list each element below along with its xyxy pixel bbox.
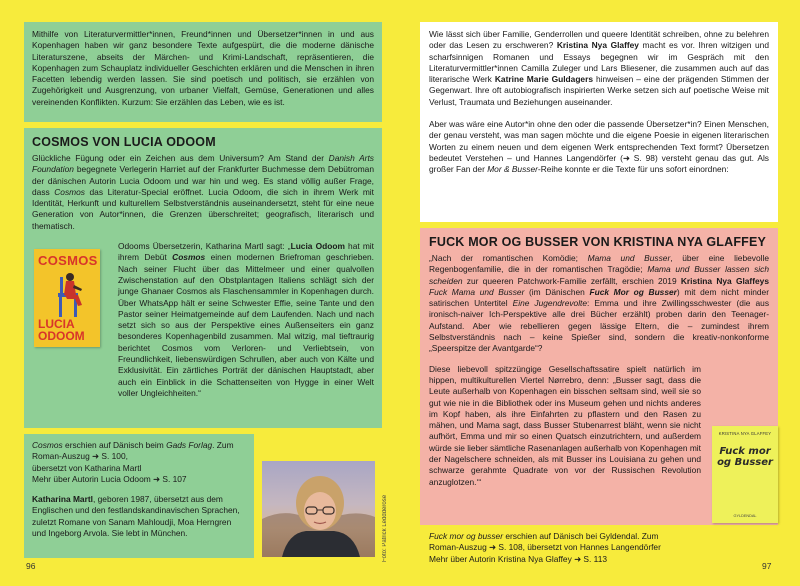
cosmos-book-cover <box>34 249 100 347</box>
fuck-cover-title: Fuck mor og Busser <box>717 446 773 468</box>
translator-photo <box>262 461 375 557</box>
cosmos-paragraph-1: Glückliche Fügung oder ein Zeichen aus dem Universum? Am Stand der Danish Arts Foundation begegnete Verlegerin Harriet auf der Frankfurter Buchmesse dem Debütroman der dänischen Autorin Lucia Odoom und war hin und weg. Es stand völlig außer Frage, dass Cosmos das Literatur-Special eröffnet. Lucia Odoom, die sich in ihrem Werk mit Identität, Herkunft und kulturellem Selbstverständnis auseinandersetzt, steht für eine neue Generation von Autor*innen, die Grenzen überschreitet; geografisch, literarisch und thematisch. <box>32 153 374 231</box>
fuck-mor-excerpt-link[interactable]: Roman-Auszug ➜ S. 108, übersetzt von Hannes Langendörfer <box>429 542 661 553</box>
translator-bio: Katharina Martl, geboren 1987, übersetzt aus dem Englischen und den festlandskandinavischen Sprachen, zuletzt Romane von Sanam Mahloudji, Moa Herngren und Ingeborg Arvola. Sie lebt in München. <box>32 494 240 539</box>
cosmos-author-link[interactable]: Mehr über Autorin Lucia Odoom ➜ S. 107 <box>32 473 187 484</box>
cosmos-info-box <box>24 434 254 558</box>
cosmos-cover-illustration <box>48 271 88 319</box>
cosmos-publication-line: Cosmos erschien auf Dänisch beim Gads Forlag. Zum Roman-Auszug ➜ S. 100, <box>32 440 234 462</box>
intro-box <box>24 22 382 122</box>
intro-text: Mithilfe von Literaturvermittler*innen, Freund*innen und Übersetzer*innen in und aus Kopenhagen haben wir ganz besondere Texte aufgespürt, die die moderne dänische Literaturszene, abseits der Märchen- und Krimi-Landschaft, repräsentieren, die Kopenhagen zum Schauplatz individueller Geschichten erklären und die Menschen in ihren Facetten lebendig werden lassen. Sie sind poetisch und politisch, sie erzählen von Zugehörigkeit und Ausgrenzung, von urbaner Vielfalt, Gemüse, Generationen und alles vereinenden Konflikten. Kurzum: Sie erzählen das Leben, wie es ist. <box>32 29 374 107</box>
fuck-cover-publisher: GYLDENDAL <box>733 513 757 518</box>
right-intro-paragraph-2: Aber was wäre eine Autor*in ohne den oder die passende Übersetzer*in? Einen Menschen, der genau versteht, was man sagen möchte und die eigene Poesie in eigenen literarischen Worten zu einem neuen und dem eigenen Werk entsprechenden Text formt? Übersetzen bedeutet Verstehen – und Hannes Langendörfer (➜ S. 98) versteht genau das gut. Als großer Fan der Mor & Busser-Reihe konnte er die Texte für uns sofort einordnen: <box>429 119 769 175</box>
right-intro-paragraph-1: Wie lässt sich über Familie, Genderrollen und queere Identität schreiben, ohne zu belehren oder das Lesen zu erschweren? Kristina Nya Glaffey macht es vor. Ihren witzigen und scharfsinnigen Romanen und Essays begegnen wir im Gespräch mit den Literaturvermittler*innen Camilla Zuleger und Lars Bliesener, die zusammen auch auf das literarische Werk Katrine Marie Guldagers hinweisen – eine der prägenden Stimmen der Gegenwart. Ihre oft autobiografisch inspirierten Werke setzen sich auf poetische Weise mit Verlust, Traumata und Beziehungen auseinander. <box>429 29 769 107</box>
photo-credit: Foto: Patrick Leddderose <box>382 494 388 562</box>
cosmos-paragraph-2: Odooms Übersetzerin, Katharina Martl sagt: „Lucia Odoom hat mit ihrem Debüt Cosmos einen modernen Briefroman geschrieben. Nach seiner Flucht über das Mittelmeer und einer qualvollen Zwischenstation auf den Obstplantagen Italiens schlägt sich der junge Ghanaer Cosmos als Flaschensammler in Kopenhagen durch. Über WhatsApp hält er seine Schwester Effie, seine Tante und den Pastor seiner Heimatgemeinde auf dem Laufenden. Nach und nach setzt sich so aus der Perspektive eines Außenseiters ein ganz besonderes Kopenhagenbild zusammen. Mal witzig, mal tieftraurig berichtet Cosmos vom Verloren- und Verliebtsein, von Freundlichkeit, liebenswürdigen Schrullen, aber auch von Kälte und Exklusivität. Ein zärtliches Porträt der dänischen Hauptstadt, aber auch ein Einblick in die Schattenseiten von Hygge in einer Welt voller Ungleichheiten.“ <box>118 241 374 398</box>
fuck-mor-book-cover <box>712 426 778 523</box>
fuck-mor-publication-line: Fuck mor og busser erschien auf Dänisch bei Gyldendal. Zum <box>429 531 659 541</box>
page-number-right: 97 <box>762 561 772 571</box>
fuck-mor-author-link[interactable]: Mehr über Autorin Kristina Nya Glaffey ➜ S. 113 <box>429 553 608 564</box>
fuck-mor-paragraph-1: „Nach der romantischen Komödie; Mama und Busser, über eine liebevolle Regenbogenfamilie, die in der romantischen Tragödie; Mama und Busser lassen sich scheiden zur queeren Patchwork-Familie zerfällt, erschien 2019 Kristina Nya Glaffeys Fuck Mama und Busser (im Dänischen Fuck Mor og Busser) mit dem nicht minder satirischen Untertitel Eine Jugendrevolte: Emma und ihre Zwillingsschwester (die aus ironisch-naiver Ich-Perspektive alle drei Bücher erzählt) proben darin den Teenager-Aufstand. Aber wie rebellieren gegen lässige Eltern, die – zumindest ihrem Selbstverständnis nach – keine Spießer sind, sondern die kreativ-nonkonforme „Speerspitze der Avantgarde“? <box>429 253 770 354</box>
cosmos-cover-author: LUCIA ODOOM <box>38 317 85 343</box>
right-intro-box <box>420 22 778 222</box>
fuck-mor-info <box>429 531 779 567</box>
fuck-mor-paragraph-2: Diese liebevoll spitzzüngige Gesellschaftssatire spielt natürlich im hippen, multikulturellen Viertel Nørrebro, denn: „Busser sagt, dass die Leute außerhalb von Kopenhagen ein bisschen seltsam sind, weil sie so gut wie nie in die Bibliothek oder ins Museum gehen und nichts anderes im Kopf haben, als ihre Einfahrten zu pflastern und den Rasen zu mähen, und Mama sagt, dass Busser Stubenarrest bläht, wenn sie nicht aufhört, Emma und mir so einen Quatsch einzutrichtern, und außerdem würde sie lieber sämtliche Rasenanlagen außerhalb von Kopenhagen mit der Nagelschere schneiden, als mit Busser ins Louisiana zu gehen und schwarze gerahmte Quadrate von vor der Russischen Revolution anzuglotzen.‘“ <box>429 363 701 487</box>
fuck-mor-heading: FUCK MOR OG BUSSER VON KRISTINA NYA GLAFFEY <box>429 235 767 249</box>
fuck-cover-author: KRISTINA NYA GLAFFEY <box>718 431 772 436</box>
cosmos-translator-line: übersetzt von Katharina Martl <box>32 462 142 473</box>
cosmos-cover-title: COSMOS <box>38 253 98 268</box>
cosmos-heading: COSMOS VON LUCIA ODOOM <box>32 135 216 149</box>
page-number-left: 96 <box>26 561 36 571</box>
portrait-illustration <box>262 461 375 557</box>
